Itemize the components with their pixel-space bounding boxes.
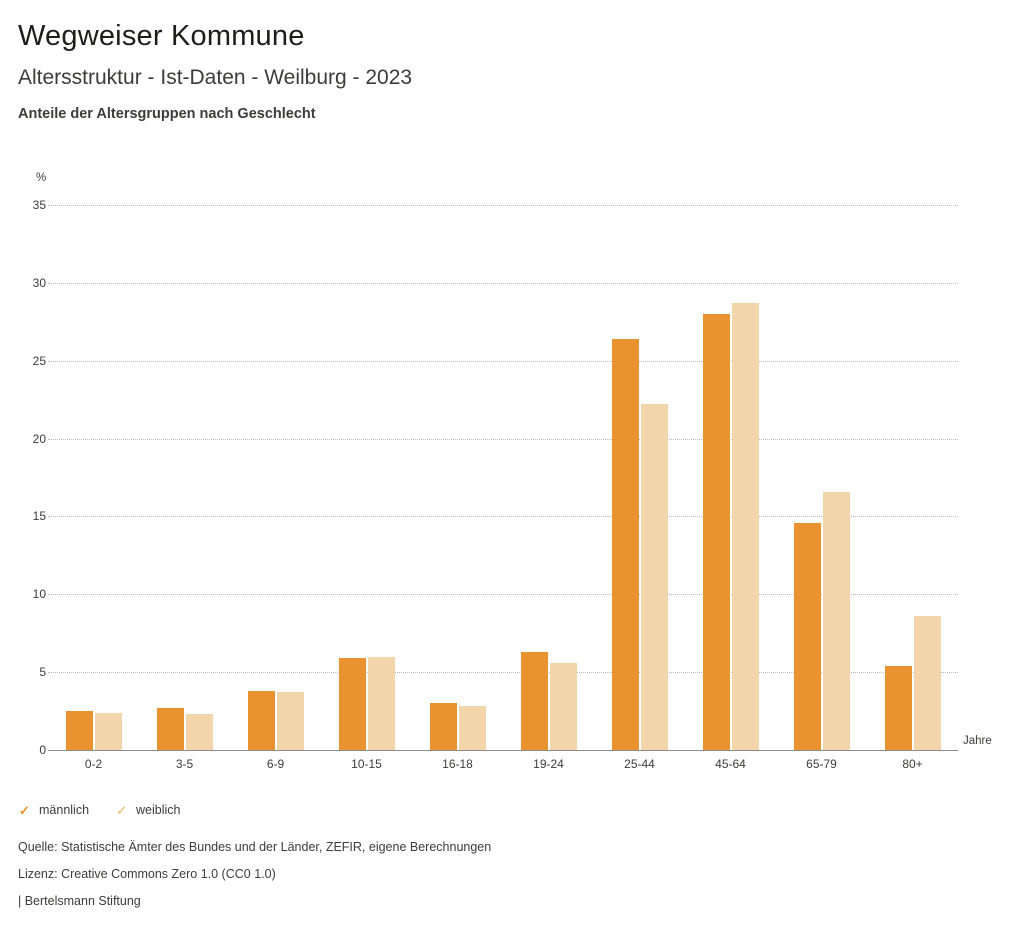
- bar-männlich-80+[interactable]: [885, 666, 912, 750]
- x-axis-tick-label: 3-5: [175, 757, 194, 771]
- x-axis-tick-label: 16-18: [442, 757, 473, 771]
- footer-source: Quelle: Statistische Ämter des Bundes und der Länder, ZEFIR, eigene Berechnungen: [18, 840, 492, 854]
- y-axis-tick-label: 5: [39, 665, 46, 680]
- bars: [48, 205, 958, 771]
- x-axis-tick-label: 0-2: [84, 757, 103, 771]
- chart-area: [0, 150, 1024, 810]
- bar-männlich-10-15[interactable]: [339, 658, 366, 750]
- plot: [32, 198, 992, 905]
- y-axis-tick-label: 15: [32, 509, 46, 524]
- bar-weiblich-65-79[interactable]: [823, 492, 850, 750]
- bar-weiblich-0-2[interactable]: [95, 713, 122, 750]
- y-axis-tick-label: 10: [32, 587, 46, 602]
- footer: [18, 840, 491, 921]
- bar-männlich-65-79[interactable]: [794, 523, 821, 750]
- x-axis-unit: Jahre: [963, 735, 992, 747]
- x-axis-tick-label: 19-24: [533, 757, 564, 771]
- bar-männlich-19-24[interactable]: [521, 652, 548, 750]
- x-axis-tick-label: 45-64: [715, 757, 746, 771]
- bar-weiblich-19-24[interactable]: [550, 663, 577, 750]
- x-axis-tick-label: 10-15: [351, 757, 382, 771]
- bar-weiblich-6-9[interactable]: [277, 692, 304, 750]
- x-axis-tick-label: 65-79: [806, 757, 837, 771]
- x-axis-tick-label: 25-44: [624, 757, 655, 771]
- y-axis-tick-label: 0: [39, 743, 46, 757]
- y-axis-tick-label: 20: [32, 431, 46, 446]
- bar-weiblich-10-15[interactable]: [368, 657, 395, 750]
- bar-männlich-45-64[interactable]: [703, 314, 730, 750]
- chart-legend: [18, 803, 181, 817]
- bar-weiblich-3-5[interactable]: [186, 714, 213, 750]
- x-axis-line: [48, 750, 958, 751]
- footer-publisher: | Bertelsmann Stiftung: [18, 894, 141, 908]
- bar-weiblich-45-64[interactable]: [732, 303, 759, 750]
- legend-item-maennlich[interactable]: [18, 803, 89, 817]
- bar-männlich-3-5[interactable]: [157, 708, 184, 750]
- bar-männlich-6-9[interactable]: [248, 691, 275, 750]
- page-title: Wegweiser Kommune: [18, 20, 305, 52]
- legend-label: männlich: [39, 803, 90, 817]
- bar-männlich-16-18[interactable]: [430, 703, 457, 750]
- chart-description: Anteile der Altersgruppen nach Geschlecht: [18, 106, 316, 122]
- footer-license: Lizenz: Creative Commons Zero 1.0 (CC0 1.0): [18, 867, 276, 881]
- y-axis-tick-label: 35: [32, 198, 46, 212]
- bar-weiblich-80+[interactable]: [914, 616, 941, 750]
- bar-männlich-25-44[interactable]: [612, 339, 639, 750]
- legend-item-weiblich[interactable]: [115, 803, 180, 817]
- y-axis-tick-label: 30: [32, 275, 46, 290]
- bar-weiblich-16-18[interactable]: [459, 706, 486, 750]
- x-axis-tick-label: 80+: [902, 757, 923, 771]
- chart-subtitle: Altersstruktur - Ist-Daten - Weilburg - 2023: [18, 66, 413, 89]
- bar-weiblich-25-44[interactable]: [641, 404, 668, 750]
- legend-label: weiblich: [136, 803, 181, 817]
- x-axis-tick-label: 6-9: [266, 757, 285, 771]
- y-axis-unit: %: [36, 172, 47, 184]
- y-axis-tick-label: 25: [32, 353, 46, 368]
- check-icon: ✓: [116, 802, 127, 818]
- bar-männlich-0-2[interactable]: [66, 711, 93, 750]
- check-icon: ✓: [19, 802, 30, 818]
